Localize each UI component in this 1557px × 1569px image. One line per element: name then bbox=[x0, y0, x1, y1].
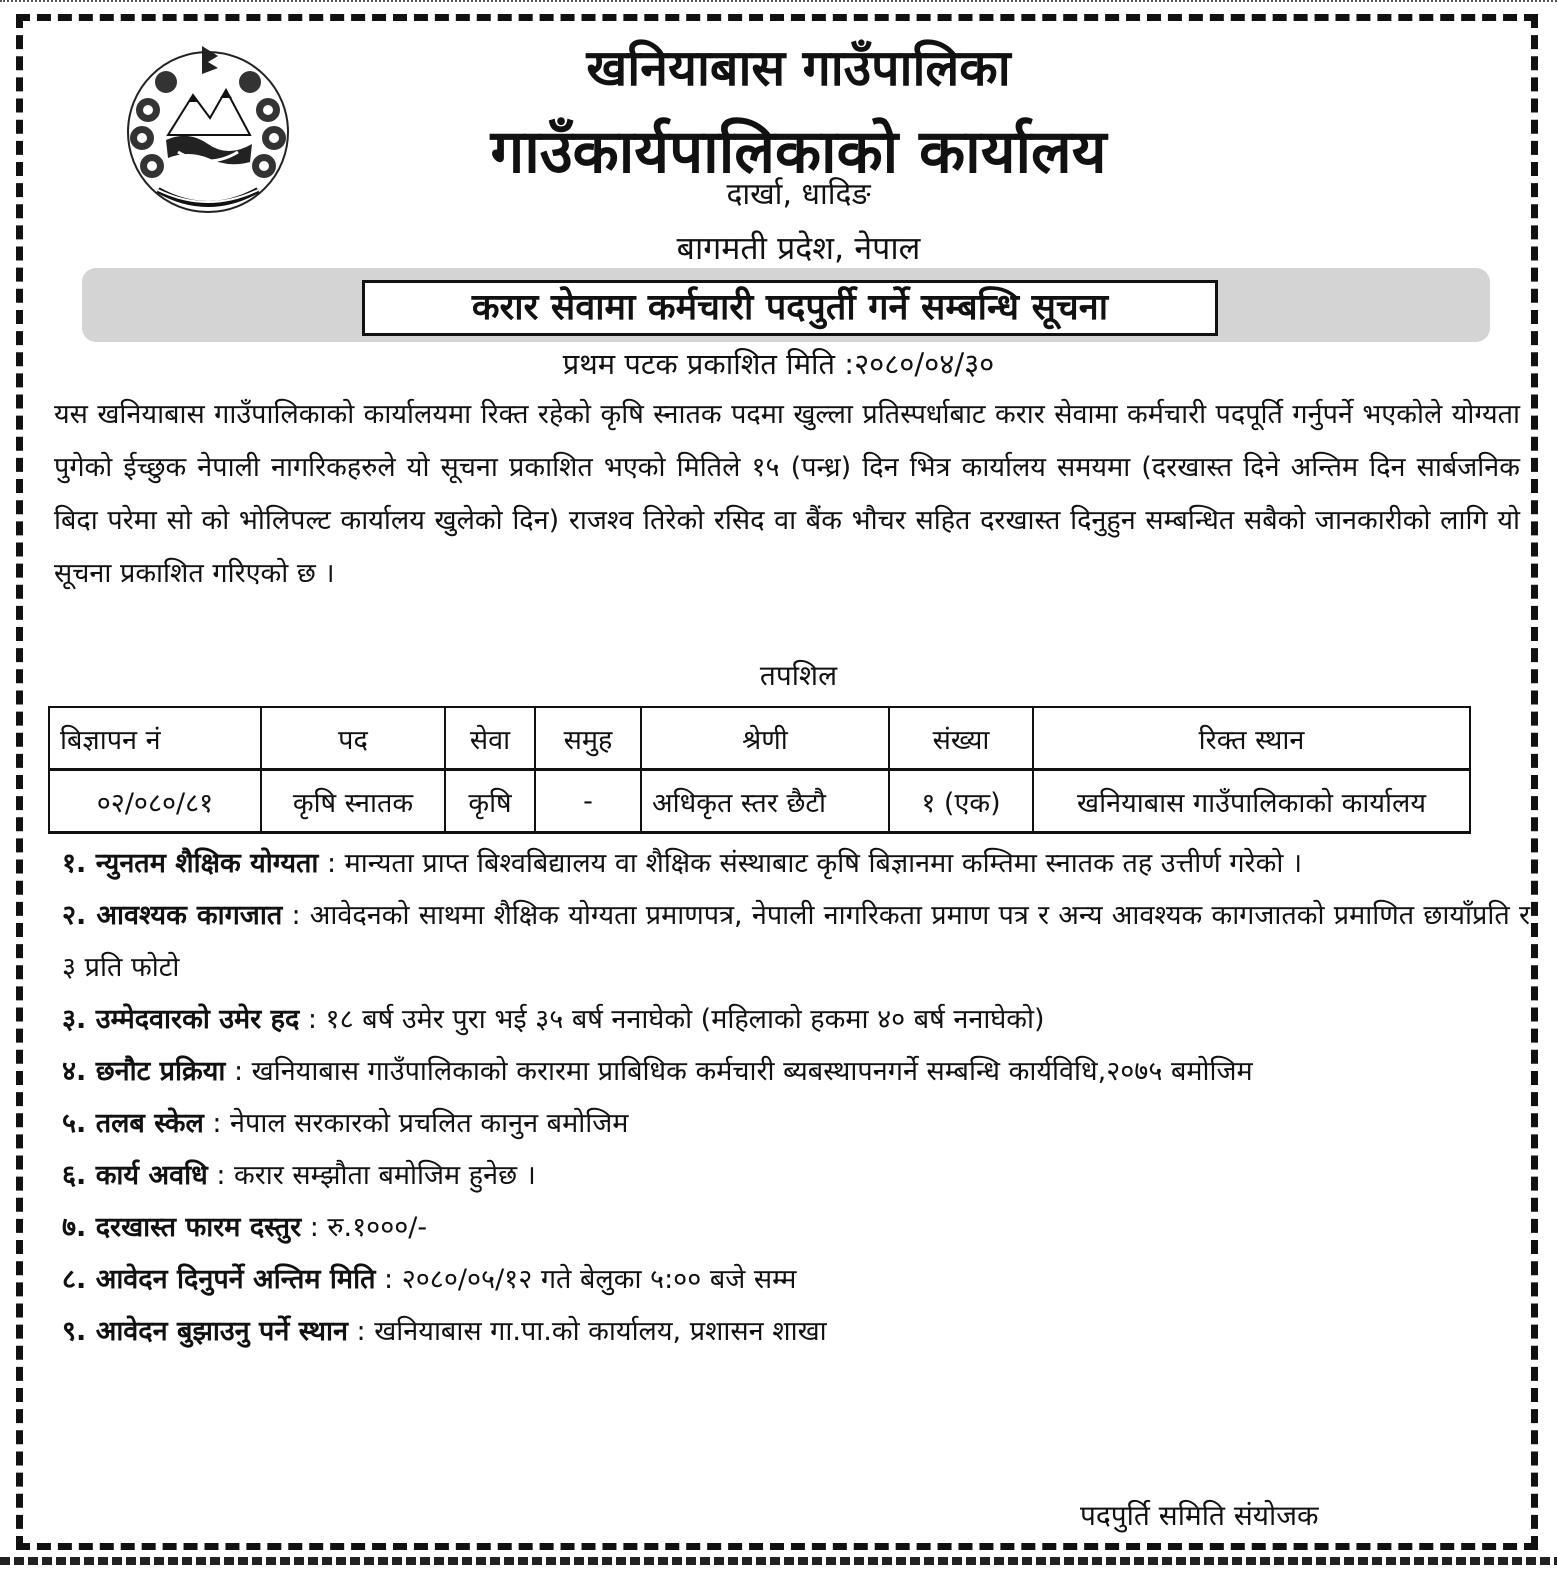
cell-count: १ (एक) bbox=[889, 770, 1033, 833]
table-header-row bbox=[49, 707, 1470, 770]
header-cell-service: सेवा bbox=[445, 707, 535, 770]
list-item bbox=[62, 1306, 1530, 1358]
notice-title: करार सेवामा कर्मचारी पदपुर्ती गर्ने सम्बन्धि सूचना bbox=[362, 280, 1218, 336]
item-text: : १८ बर्ष उमेर पुरा भई ३५ बर्ष ननाघेको (महिलाको हकमा ४० बर्ष ननाघेको) bbox=[299, 1004, 1045, 1035]
header-cell-post: पद bbox=[261, 707, 445, 770]
table-row bbox=[49, 770, 1470, 833]
item-text: : करार सम्झौता बमोजिम हुनेछ । bbox=[207, 1160, 536, 1191]
office-name: गाउँकार्यपालिकाको कार्यालय bbox=[490, 117, 1107, 187]
item-text: : मान्यता प्राप्त बिश्वबिद्यालय वा शैक्षिक संस्थाबाट कृषि बिज्ञानमा कम्तिमा स्नातक तह उत्तीर्ण गरेको । bbox=[318, 848, 1303, 879]
header-cell-group: समुह bbox=[535, 707, 641, 770]
vacancy-table bbox=[48, 706, 1471, 834]
list-item bbox=[62, 1150, 1530, 1202]
cell-ad-no: ०२/०८०/८१ bbox=[49, 770, 261, 833]
item-text: : रु.१०००/- bbox=[301, 1212, 428, 1243]
item-label: ६. कार्य अवधि bbox=[62, 1160, 208, 1191]
item-label: ३. उम्मेदवारको उमेर हद bbox=[62, 1004, 300, 1035]
header-cell-ad-no: बिज्ञापन नं bbox=[49, 707, 261, 770]
item-text: : खनियाबास गाउँपालिकाको करारमा प्राबिधिक कर्मचारी ब्यबस्थापनगर्ने सम्बन्धि कार्यविधि,२०७५ बमोजिम bbox=[225, 1056, 1253, 1087]
schedule-title: तपशिल bbox=[759, 659, 838, 692]
list-item bbox=[62, 838, 1530, 890]
cell-group: - bbox=[535, 770, 641, 833]
header-cell-count: संख्या bbox=[889, 707, 1033, 770]
cell-service: कृषि bbox=[445, 770, 535, 833]
cell-level: अधिकृत स्तर छैटौ bbox=[641, 770, 889, 833]
item-label: ८. आवेदन दिनुपर्ने अन्तिम मिति bbox=[62, 1264, 376, 1295]
item-text: : २०८०/०५/१२ गते बेलुका ५:०० बजे सम्म bbox=[375, 1264, 797, 1295]
municipality-name: खनियाबास गाउँपालिका bbox=[586, 39, 1011, 97]
publish-date: प्रथम पटक प्रकाशित मिति :२०८०/०४/३० bbox=[562, 347, 995, 381]
address-line-1: दार्खा, धादिङ bbox=[726, 177, 871, 212]
list-item bbox=[62, 994, 1530, 1046]
list-item bbox=[62, 890, 1530, 994]
item-label: ९. आवेदन बुझाउनु पर्ने स्थान bbox=[62, 1316, 348, 1347]
item-text: : खनियाबास गा.पा.को कार्यालय, प्रशासन शाखा bbox=[347, 1316, 827, 1347]
signature-label: पदपुर्ति समिति संयोजक bbox=[1080, 1499, 1319, 1532]
list-item bbox=[62, 1254, 1530, 1306]
bottom-edge-line bbox=[0, 1557, 1557, 1565]
item-text: : आवेदनको साथमा शैक्षिक योग्यता प्रमाणपत्र, नेपाली नागरिकता प्रमाण पत्र र अन्य आवश्यक कागजातको प्रमाणित छायाँप्रति र ३ प्रति फोटो bbox=[62, 900, 1531, 983]
body-paragraph: यस खनियाबास गाउँपालिकाको कार्यालयमा रिक्त रहेको कृषि स्नातक पदमा खुल्ला प्रतिस्पर्धाबाट करार सेवामा कर्मचारी पदपूर्ति गर्नुपर्ने भएकोले योग्यता पुगेको ईच्छुक नेपाली नागरिकहरुले यो सूचना प्रकाशित भएको मितिले १५ (पन्ध्र) दिन भित्र कार्यालय समयमा (दरखास्त दिने अन्तिम दिन सार्बजनिक बिदा परेमा सो को भोलिपल्ट कार्यालय खुलेको दिन) राजश्व तिरेको रसिद वा बैंक भौचर सहित दरखास्त दिनुहुन सम्बन्धित सबैको जानकारीको लागि यो सूचना प्रकाशित गरिएको छ । bbox=[54, 399, 1520, 589]
item-text: : नेपाल सरकारको प्रचलित कानुन बमोजिम bbox=[203, 1108, 629, 1139]
item-label: ५. तलब स्केल bbox=[62, 1108, 204, 1139]
list-item bbox=[62, 1202, 1530, 1254]
item-label: ४. छनौट प्रक्रिया bbox=[62, 1056, 226, 1087]
item-label: १. न्युनतम शैक्षिक योग्यता bbox=[62, 848, 319, 879]
top-edge-line bbox=[0, 0, 1557, 7]
header-cell-vacant-place: रिक्त स्थान bbox=[1033, 707, 1470, 770]
item-label: ७. दरखास्त फारम दस्तुर bbox=[62, 1212, 302, 1243]
list-item bbox=[62, 1098, 1530, 1150]
requirements-list bbox=[62, 838, 1530, 1358]
cell-post: कृषि स्नातक bbox=[261, 770, 445, 833]
cell-vacant-place: खनियाबास गाउँपालिकाको कार्यालय bbox=[1033, 770, 1470, 833]
list-item bbox=[62, 1046, 1530, 1098]
header-cell-level: श्रेणी bbox=[641, 707, 889, 770]
address-line-2: बागमती प्रदेश, नेपाल bbox=[676, 229, 921, 267]
item-label: २. आवश्यक कागजात bbox=[62, 900, 283, 931]
